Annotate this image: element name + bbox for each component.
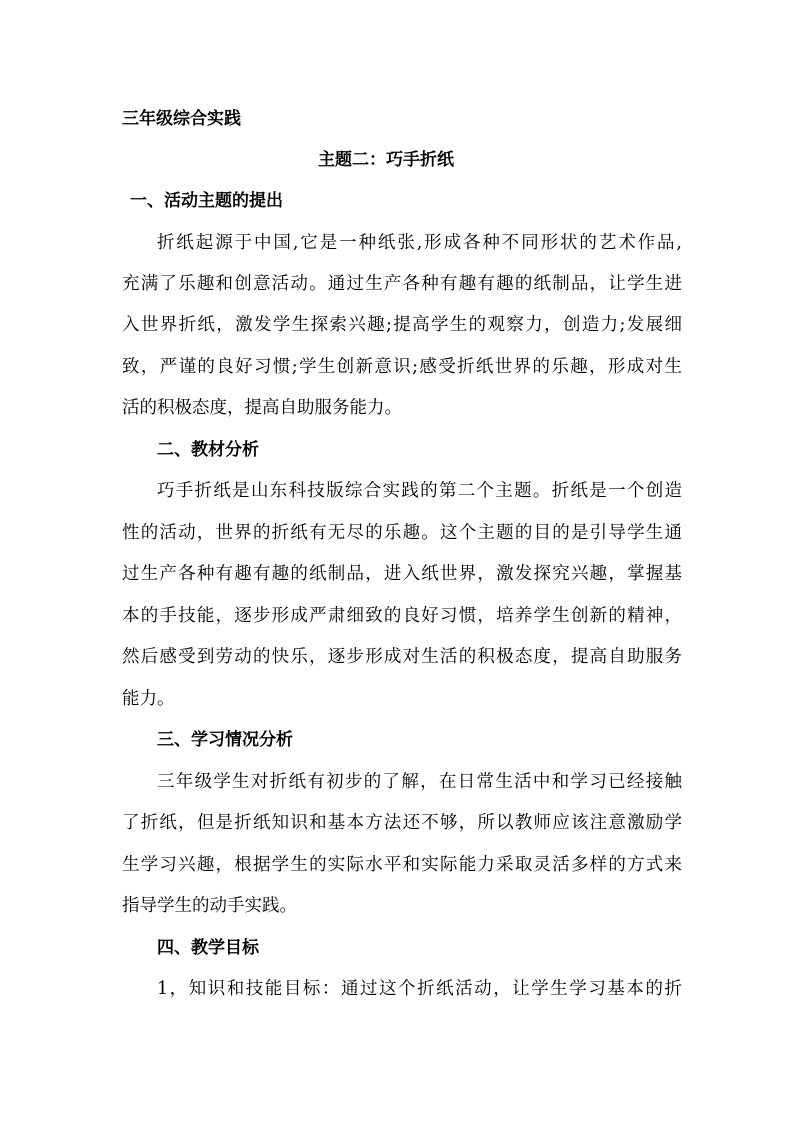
paragraph-line: 性的活动，世界的折纸有无尽的乐趣。这个主题的目的是引导学生通 [122, 523, 682, 543]
section-heading: 一、活动主题的提出 [130, 191, 283, 211]
section-heading: 二、教材分析 [157, 440, 259, 460]
theme-title: 主题二：巧手折纸 [318, 150, 454, 170]
paragraph-line: 三年级学生对折纸有初步的了解，在日常生活中和学习已经接触 [157, 772, 682, 792]
paragraph-line: 活的积极态度，提高自助服务能力。 [122, 398, 402, 418]
paragraph-line: 1，知识和技能目标：通过这个折纸活动，让学生学习基本的折 [157, 979, 682, 999]
paragraph-line: 折纸起源于中国,它是一种纸张,形成各种不同形状的艺术作品, [157, 233, 682, 253]
paragraph-line: 充满了乐趣和创意活动。通过生产各种有趣有趣的纸制品，让学生进 [122, 274, 682, 294]
paragraph-line: 然后感受到劳动的快乐，逐步形成对生活的积极态度，提高自助服务 [122, 647, 682, 667]
paragraph-line: 入世界折纸，激发学生探索兴趣;提高学生的观察力，创造力;发展细 [122, 315, 682, 335]
paragraph-line: 过生产各种有趣有趣的纸制品，进入纸世界，激发探究兴趣，掌握基 [122, 564, 682, 584]
paragraph-line: 致，严谨的良好习惯;学生创新意识;感受折纸世界的乐趣，形成对生 [122, 357, 682, 377]
paragraph-line: 能力。 [122, 689, 175, 709]
paragraph-line: 本的手技能，逐步形成严肃细致的良好习惯，培养学生创新的精神， [122, 606, 682, 626]
section-heading: 四、教学目标 [157, 938, 259, 958]
paragraph-line: 指导学生的动手实践。 [122, 896, 297, 916]
paragraph-line: 了折纸，但是折纸知识和基本方法还不够，所以教师应该注意激励学 [122, 813, 682, 833]
document-title: 三年级综合实践 [122, 109, 241, 129]
paragraph-line: 巧手折纸是山东科技版综合实践的第二个主题。折纸是一个创造 [157, 481, 682, 501]
section-heading: 三、学习情况分析 [157, 730, 293, 750]
paragraph-line: 生学习兴趣，根据学生的实际水平和实际能力采取灵活多样的方式来 [122, 855, 682, 875]
